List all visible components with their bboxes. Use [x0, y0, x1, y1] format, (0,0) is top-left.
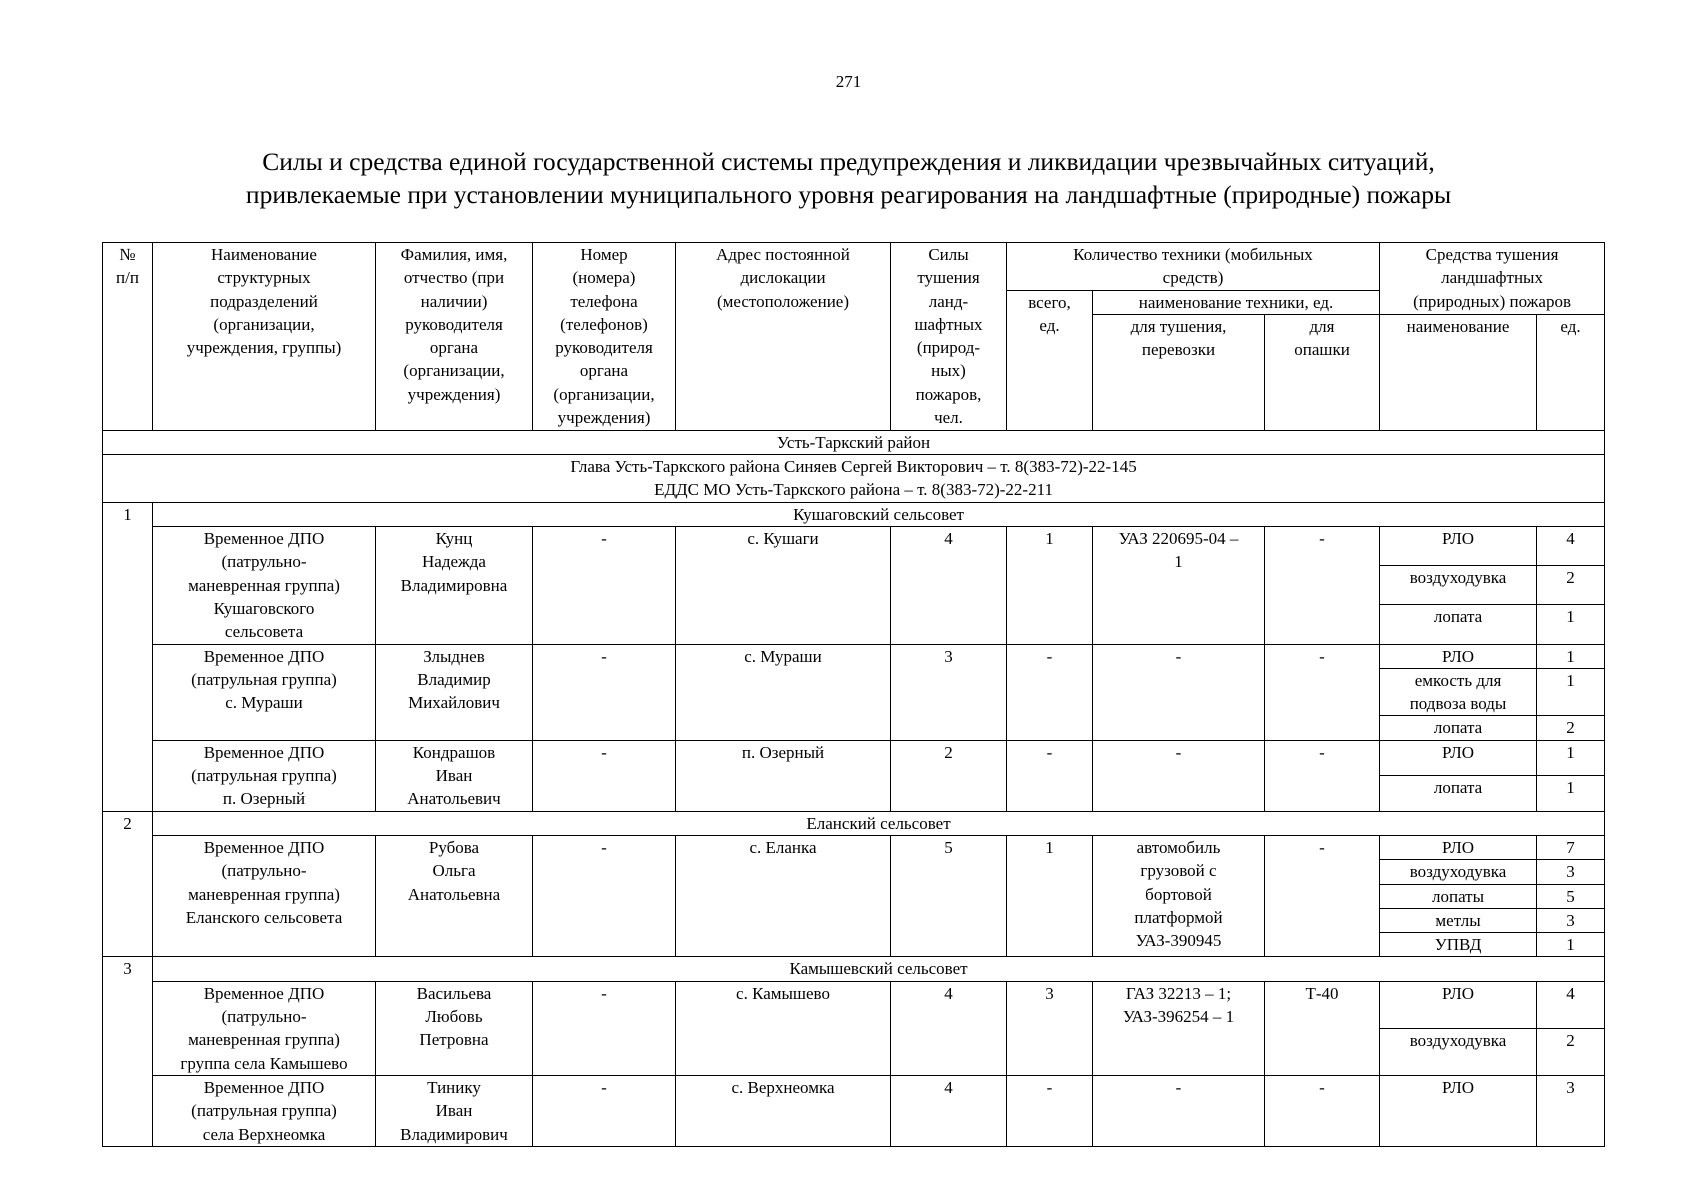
- header-forces-text: ланд-: [928, 291, 969, 311]
- unit-equip-total: [1007, 1075, 1093, 1146]
- unit-equip-fire: [1093, 1075, 1265, 1146]
- means-name: [1380, 1028, 1537, 1075]
- means-unit-text: 1: [1566, 670, 1575, 690]
- contacts-row: [103, 455, 1605, 503]
- unit-equip-total-text: 3: [1045, 983, 1054, 1003]
- header-num: [103, 243, 153, 431]
- unit-equip-plow-text: -: [1319, 837, 1325, 857]
- means-name: [1380, 981, 1537, 1028]
- header-equip-fire: [1093, 314, 1265, 430]
- unit-phone: [533, 527, 676, 644]
- unit-head-text: Ольга: [432, 861, 476, 881]
- means-name-text: УПВД: [1434, 935, 1482, 955]
- unit-phone-text: -: [601, 529, 607, 549]
- header-equip-text: Количество техники (мобильных: [1073, 245, 1313, 264]
- unit-equip-fire-text: УАЗ 220695-04 –: [1118, 529, 1239, 549]
- means-unit-text: 2: [1566, 568, 1575, 588]
- unit-head: [376, 835, 533, 956]
- header-equip-total: [1007, 290, 1093, 430]
- header-org-text: Наименование: [211, 245, 317, 264]
- header-phone-text: (организации,: [553, 384, 655, 404]
- unit-org-text: Временное ДПО: [203, 1077, 325, 1097]
- unit-org-text: села Верхнеомка: [202, 1124, 326, 1144]
- unit-equip-plow-text: -: [1319, 529, 1325, 549]
- unit-equip-total: [1007, 644, 1093, 740]
- unit-equip-total-text: -: [1046, 1077, 1053, 1097]
- means-unit-text: 1: [1566, 742, 1575, 762]
- unit-org-text: маневренная группа): [188, 1030, 340, 1050]
- unit-equip-fire-text: грузовой с: [1140, 861, 1217, 881]
- header-equip-plow-text: для: [1309, 316, 1335, 336]
- header-head-text: Фамилия, имя,: [400, 245, 508, 264]
- section-row: [103, 957, 1605, 981]
- means-name-text: воздуходувка: [1409, 568, 1507, 588]
- unit-org: [153, 527, 376, 644]
- district-name: [103, 430, 1605, 454]
- unit-address: [676, 981, 891, 1075]
- section-name: [153, 502, 1605, 526]
- means-unit-text: 3: [1566, 862, 1575, 882]
- means-name: [1380, 566, 1537, 605]
- means-name: [1380, 776, 1537, 811]
- unit-equip-fire-text: -: [1175, 646, 1182, 666]
- means-unit-text: 2: [1566, 1030, 1575, 1050]
- header-num-text: №: [119, 245, 136, 264]
- unit-forces: [891, 1075, 1007, 1146]
- section-number-text: 3: [123, 959, 132, 979]
- header-phone: [533, 243, 676, 431]
- means-name-text: РЛО: [1442, 983, 1475, 1003]
- header-means: [1380, 243, 1605, 315]
- section-number-text: 1: [123, 504, 132, 524]
- header-head-text: руководителя: [405, 314, 503, 334]
- header-num-text: п/п: [116, 268, 139, 288]
- unit-equip-fire-text: УАЗ-390945: [1135, 931, 1222, 951]
- header-forces-text: ных): [931, 361, 966, 381]
- header-equip-plow-text: опашки: [1294, 340, 1350, 360]
- unit-org-text: Временное ДПО: [203, 646, 325, 666]
- unit-address-text: с. Верхнеомка: [731, 1077, 835, 1097]
- unit-row: [103, 740, 1605, 775]
- header-means-text: Средства тушения: [1425, 245, 1559, 264]
- header-equip-names-text: наименование техники, ед.: [1138, 292, 1334, 312]
- unit-org-text: группа села Камышево: [180, 1053, 348, 1073]
- unit-org-text: (патрульно-: [221, 861, 307, 881]
- district-contacts-text: Глава Усть-Таркского района Синяев Сергей Викторович – т. 8(383-72)-22-145: [570, 457, 1137, 477]
- unit-org-text: маневренная группа): [188, 575, 340, 595]
- unit-org-text: (патрульная группа): [191, 1101, 337, 1121]
- means-unit-text: 4: [1566, 529, 1575, 549]
- unit-equip-fire-text: платформой: [1134, 907, 1223, 927]
- means-unit: [1537, 668, 1605, 716]
- means-unit-text: 1: [1566, 646, 1575, 666]
- means-name-text: подвоза воды: [1409, 694, 1507, 714]
- means-unit: [1537, 605, 1605, 644]
- district-name-text: Усть-Таркский район: [776, 432, 931, 452]
- forces-table: [102, 242, 1605, 1147]
- unit-equip-plow: [1265, 740, 1380, 811]
- header-forces-text: пожаров,: [915, 384, 982, 404]
- means-unit: [1537, 884, 1605, 908]
- header-phone-text: органа: [579, 361, 629, 381]
- means-name-text: лопата: [1433, 607, 1483, 627]
- means-name: [1380, 835, 1537, 859]
- unit-equip-plow: [1265, 527, 1380, 644]
- means-unit: [1537, 566, 1605, 605]
- unit-org-text: Временное ДПО: [203, 742, 325, 762]
- header-equip-total-text: ед.: [1039, 315, 1060, 335]
- means-unit: [1537, 716, 1605, 740]
- unit-equip-fire-text: УАЗ-396254 – 1: [1122, 1007, 1235, 1027]
- unit-org-text: п. Озерный: [222, 789, 306, 809]
- unit-equip-fire-text: -: [1175, 742, 1182, 762]
- means-unit: [1537, 933, 1605, 957]
- unit-equip-total-text: 1: [1045, 837, 1054, 857]
- unit-equip-plow: [1265, 1075, 1380, 1146]
- unit-head-text: Владимирович: [400, 1124, 508, 1144]
- unit-head-text: Анатольевич: [407, 789, 501, 809]
- unit-org-text: (патрульная группа): [191, 669, 337, 689]
- unit-forces-text: 4: [944, 529, 953, 549]
- unit-phone-text: -: [601, 646, 607, 666]
- means-name-text: емкость для: [1414, 670, 1502, 690]
- section-name-text: Камышевский сельсовет: [789, 959, 968, 979]
- title-line-1: Силы и средства единой государственной системы предупреждения и ликвидации чрезвычайных ситуаций,: [262, 147, 1435, 176]
- means-name: [1380, 908, 1537, 932]
- means-unit: [1537, 740, 1605, 775]
- unit-equip-fire: [1093, 644, 1265, 740]
- unit-equip-fire-text: -: [1175, 1077, 1182, 1097]
- unit-row: [103, 981, 1605, 1028]
- section-name: [153, 811, 1605, 835]
- unit-equip-plow-text: -: [1319, 1077, 1325, 1097]
- section-number: [103, 502, 153, 811]
- unit-head-text: Владимировна: [400, 575, 508, 595]
- header-head-text: органа: [429, 338, 479, 358]
- unit-row: [103, 1075, 1605, 1146]
- unit-head-text: Кондрашов: [412, 742, 496, 762]
- unit-org: [153, 835, 376, 956]
- unit-forces-text: 3: [944, 646, 953, 666]
- unit-row: [103, 644, 1605, 668]
- section-name-text: Еланский сельсовет: [806, 813, 951, 833]
- unit-forces: [891, 981, 1007, 1075]
- means-name-text: РЛО: [1442, 646, 1475, 666]
- means-name-text: метлы: [1435, 910, 1481, 930]
- unit-equip-total: [1007, 740, 1093, 811]
- means-unit: [1537, 835, 1605, 859]
- unit-org-text: Кушаговского: [213, 598, 315, 618]
- unit-row: [103, 527, 1605, 566]
- means-unit-text: 1: [1566, 935, 1575, 955]
- header-address-text: Адрес постоянной: [716, 245, 850, 264]
- header-row-1: [103, 243, 1605, 291]
- unit-forces: [891, 644, 1007, 740]
- section-name-text: Кушаговский сельсовет: [793, 504, 964, 524]
- means-name: [1380, 605, 1537, 644]
- unit-org: [153, 981, 376, 1075]
- header-head-text: (организации,: [403, 361, 505, 381]
- header-phone-text: (номера): [572, 268, 636, 288]
- means-name-text: лопата: [1433, 718, 1483, 738]
- unit-head: [376, 1075, 533, 1146]
- means-name: [1380, 933, 1537, 957]
- unit-org-text: Временное ДПО: [203, 837, 325, 857]
- means-name-text: воздуходувка: [1409, 862, 1507, 882]
- header-equip-fire-text: для тушения,: [1130, 316, 1227, 336]
- means-unit-text: 1: [1566, 778, 1575, 798]
- district-contacts: [103, 455, 1605, 503]
- district-row: [103, 430, 1605, 454]
- means-unit-text: 1: [1566, 607, 1575, 627]
- unit-equip-fire-text: автомобиль: [1136, 837, 1221, 857]
- unit-org-text: (патрульно-: [221, 552, 307, 572]
- unit-org-text: Временное ДПО: [203, 529, 325, 549]
- unit-org-text: сельсовета: [224, 622, 304, 642]
- header-address: [676, 243, 891, 431]
- header-org-text: учреждения, группы): [186, 338, 342, 358]
- unit-address: [676, 835, 891, 956]
- header-address-text: дислокации: [740, 268, 826, 288]
- unit-equip-plow-text: -: [1319, 646, 1325, 666]
- header-equip-plow: [1265, 314, 1380, 430]
- unit-phone: [533, 835, 676, 956]
- means-unit: [1537, 527, 1605, 566]
- means-unit-text: 3: [1566, 910, 1575, 930]
- header-phone-text: учреждения): [557, 408, 651, 428]
- unit-phone: [533, 740, 676, 811]
- unit-equip-fire-text: бортовой: [1145, 884, 1212, 904]
- header-head: [376, 243, 533, 431]
- unit-head-text: Михайлович: [408, 693, 500, 713]
- title-line-2: привлекаемые при установлении муниципального уровня реагирования на ландшафтные (природные) пожары: [245, 180, 1452, 209]
- unit-address-text: с. Камышево: [736, 983, 830, 1003]
- section-row: [103, 502, 1605, 526]
- unit-forces-text: 2: [944, 742, 953, 762]
- unit-phone-text: -: [601, 742, 607, 762]
- unit-head-text: Рубова: [428, 837, 480, 857]
- unit-equip-total: [1007, 981, 1093, 1075]
- unit-forces: [891, 527, 1007, 644]
- unit-equip-fire: [1093, 527, 1265, 644]
- header-equip-total-text: всего,: [1028, 292, 1071, 312]
- unit-head-text: Тинику: [427, 1077, 481, 1097]
- header-means-text: (природных) пожаров: [1413, 291, 1572, 311]
- means-unit-text: 4: [1566, 983, 1575, 1003]
- header-forces-text: (природ-: [916, 338, 981, 358]
- unit-equip-total-text: -: [1046, 646, 1053, 666]
- means-name-text: воздуходувка: [1409, 1030, 1507, 1050]
- unit-equip-plow: [1265, 644, 1380, 740]
- unit-equip-fire-text: ГАЗ 32213 – 1;: [1125, 983, 1232, 1003]
- means-unit: [1537, 1028, 1605, 1075]
- header-phone-text: телефона: [570, 291, 638, 311]
- header-forces: [891, 243, 1007, 431]
- means-name: [1380, 1075, 1537, 1146]
- header-org: [153, 243, 376, 431]
- unit-equip-total-text: -: [1046, 742, 1053, 762]
- header-equip-text: средств): [1162, 268, 1224, 288]
- unit-equip-plow-text: -: [1319, 742, 1325, 762]
- unit-address-text: с. Еланка: [749, 837, 817, 857]
- unit-head-text: Иван: [435, 1101, 473, 1121]
- unit-head-text: Анатольевна: [407, 884, 501, 904]
- unit-address: [676, 1075, 891, 1146]
- unit-org-text: маневренная группа): [188, 884, 340, 904]
- means-unit: [1537, 981, 1605, 1028]
- unit-head-text: Иван: [435, 766, 473, 786]
- means-name-text: РЛО: [1442, 1077, 1475, 1097]
- unit-equip-fire: [1093, 740, 1265, 811]
- header-equip-names: [1093, 290, 1380, 314]
- means-name-text: РЛО: [1442, 742, 1475, 762]
- unit-equip-fire-text: 1: [1174, 552, 1183, 572]
- unit-head-text: Надежда: [422, 552, 486, 572]
- unit-equip-total: [1007, 835, 1093, 956]
- unit-equip-fire: [1093, 981, 1265, 1075]
- means-unit-text: 2: [1566, 718, 1575, 738]
- header-phone-text: (телефонов): [560, 314, 648, 334]
- unit-phone-text: -: [601, 983, 607, 1003]
- means-unit: [1537, 860, 1605, 884]
- header-forces-text: чел.: [934, 408, 963, 428]
- means-name: [1380, 740, 1537, 775]
- means-unit-text: 3: [1566, 1077, 1575, 1097]
- section-row: [103, 811, 1605, 835]
- unit-address-text: с. Кушаги: [747, 529, 819, 549]
- unit-head-text: Владимир: [417, 669, 491, 689]
- header-means-text: ландшафтных: [1441, 268, 1543, 288]
- means-name: [1380, 527, 1537, 566]
- unit-equip-fire: [1093, 835, 1265, 956]
- section-name: [153, 957, 1605, 981]
- means-name-text: РЛО: [1442, 837, 1475, 857]
- header-equip-fire-text: перевозки: [1141, 340, 1216, 360]
- district-contacts-text: ЕДДС МО Усть-Таркского района – т. 8(383-72)-22-211: [654, 480, 1053, 500]
- header-phone-text: руководителя: [555, 338, 653, 358]
- unit-head-text: Злыднев: [423, 646, 485, 666]
- unit-phone-text: -: [601, 1077, 607, 1097]
- header-org-text: структурных: [217, 268, 311, 288]
- unit-org: [153, 644, 376, 740]
- unit-equip-plow: [1265, 981, 1380, 1075]
- section-number: [103, 811, 153, 957]
- unit-forces-text: 4: [944, 1077, 953, 1097]
- header-means-name: [1380, 314, 1537, 430]
- means-name: [1380, 884, 1537, 908]
- unit-forces-text: 4: [944, 983, 953, 1003]
- header-head-text: наличии): [420, 291, 488, 311]
- header-forces-text: шафтных: [914, 314, 983, 334]
- header-phone-text: Номер: [580, 245, 628, 264]
- unit-phone: [533, 981, 676, 1075]
- unit-phone: [533, 1075, 676, 1146]
- means-name: [1380, 668, 1537, 716]
- unit-address: [676, 644, 891, 740]
- unit-equip-total-text: 1: [1045, 529, 1054, 549]
- unit-phone: [533, 644, 676, 740]
- unit-org-text: с. Мураши: [225, 693, 303, 713]
- unit-row: [103, 835, 1605, 859]
- unit-head: [376, 644, 533, 740]
- unit-head-text: Любовь: [425, 1007, 483, 1027]
- means-unit: [1537, 1075, 1605, 1146]
- means-unit: [1537, 776, 1605, 811]
- header-org-text: (организации,: [213, 314, 315, 334]
- header-forces-text: тушения: [917, 268, 980, 288]
- header-forces-text: Силы: [928, 245, 969, 264]
- document-title: [0, 145, 1697, 211]
- unit-org-text: Еланского сельсовета: [185, 907, 343, 927]
- means-name-text: лопата: [1433, 778, 1483, 798]
- means-name-text: РЛО: [1442, 529, 1475, 549]
- unit-address-text: с. Мураши: [744, 646, 822, 666]
- header-means-unit: [1537, 314, 1605, 430]
- header-means-name-text: наименование: [1406, 316, 1510, 336]
- unit-head-text: Петровна: [419, 1030, 489, 1050]
- unit-head: [376, 740, 533, 811]
- section-number-text: 2: [123, 813, 132, 833]
- unit-phone-text: -: [601, 837, 607, 857]
- header-head-text: учреждения): [407, 384, 501, 404]
- means-unit-text: 5: [1566, 886, 1575, 906]
- unit-org: [153, 1075, 376, 1146]
- unit-forces-text: 5: [944, 837, 953, 857]
- means-name: [1380, 860, 1537, 884]
- means-unit-text: 7: [1566, 837, 1575, 857]
- means-name-text: лопаты: [1432, 886, 1485, 906]
- unit-org-text: (патрульная группа): [191, 766, 337, 786]
- unit-forces: [891, 740, 1007, 811]
- unit-head: [376, 527, 533, 644]
- unit-equip-plow: [1265, 835, 1380, 956]
- unit-address: [676, 527, 891, 644]
- unit-address-text: п. Озерный: [741, 742, 825, 762]
- header-org-text: подразделений: [210, 291, 318, 311]
- unit-org-text: Временное ДПО: [203, 983, 325, 1003]
- unit-head-text: Кунц: [435, 529, 473, 549]
- header-equip: [1007, 243, 1380, 291]
- page-number: 271: [835, 72, 862, 91]
- unit-equip-plow-text: Т-40: [1305, 983, 1339, 1003]
- unit-head: [376, 981, 533, 1075]
- unit-org: [153, 740, 376, 811]
- means-unit: [1537, 644, 1605, 668]
- section-number: [103, 957, 153, 1146]
- means-unit: [1537, 908, 1605, 932]
- means-name: [1380, 644, 1537, 668]
- unit-org-text: (патрульно-: [221, 1007, 307, 1027]
- unit-equip-total: [1007, 527, 1093, 644]
- header-means-unit-text: ед.: [1560, 316, 1581, 336]
- unit-address: [676, 740, 891, 811]
- header-head-text: отчество (при: [403, 268, 505, 288]
- unit-head-text: Васильева: [416, 983, 492, 1003]
- unit-forces: [891, 835, 1007, 956]
- means-name: [1380, 716, 1537, 740]
- header-address-text: (местоположение): [716, 291, 850, 311]
